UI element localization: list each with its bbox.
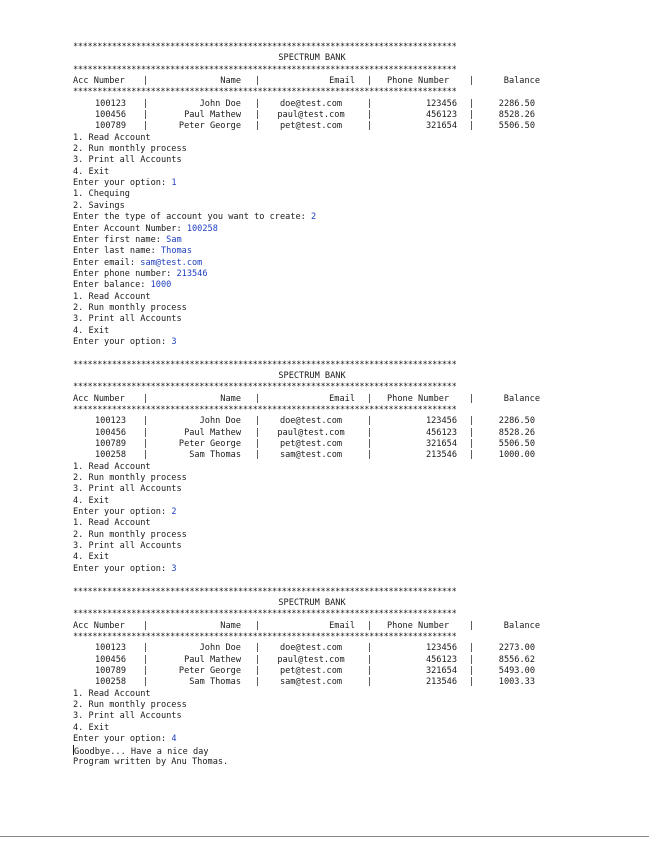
cell-email: sam@test.com bbox=[279, 450, 343, 461]
table-row bbox=[73, 655, 573, 666]
cell-email: pet@test.com bbox=[279, 439, 343, 450]
separator-line: ******************************************************************************* bbox=[73, 382, 457, 393]
menu-item: 4. Exit bbox=[73, 722, 110, 733]
header-name: Name bbox=[220, 76, 241, 87]
prompt-label: Enter your option: bbox=[73, 733, 172, 744]
cell-name: Sam Thomas bbox=[189, 677, 241, 688]
cell-phone: 123456 bbox=[425, 98, 457, 109]
menu-item: 1. Read Account bbox=[73, 461, 151, 472]
user-input: 1 bbox=[171, 178, 177, 189]
cell-name: John Doe bbox=[199, 98, 241, 109]
column-divider: | bbox=[143, 654, 149, 665]
column-divider: | bbox=[255, 110, 261, 121]
column-divider: | bbox=[367, 393, 373, 404]
cell-email: paul@test.com bbox=[277, 110, 345, 121]
column-divider: | bbox=[469, 654, 475, 665]
cell-acc-number: 100456 bbox=[95, 427, 127, 438]
column-divider: | bbox=[143, 439, 149, 450]
column-divider: | bbox=[143, 450, 149, 461]
cell-email: doe@test.com bbox=[279, 98, 343, 109]
cell-acc-number: 100456 bbox=[95, 110, 127, 121]
column-divider: | bbox=[367, 439, 373, 450]
cell-name: Paul Mathew bbox=[184, 654, 241, 665]
cell-phone: 321654 bbox=[425, 121, 457, 132]
cell-phone: 456123 bbox=[425, 654, 457, 665]
menu-item: 4. Exit bbox=[73, 166, 110, 177]
cell-acc-number: 100258 bbox=[95, 450, 127, 461]
user-input: 100258 bbox=[186, 223, 218, 234]
cell-email: paul@test.com bbox=[277, 427, 345, 438]
cell-phone: 456123 bbox=[425, 427, 457, 438]
column-divider: | bbox=[469, 620, 475, 631]
column-divider: | bbox=[255, 620, 261, 631]
cell-balance: 2286.50 bbox=[498, 416, 535, 427]
option-prompt bbox=[73, 564, 573, 575]
table-row bbox=[73, 428, 573, 439]
menu-item: 2. Run monthly process bbox=[73, 529, 187, 540]
column-divider: | bbox=[143, 416, 149, 427]
menu-item: 1. Read Account bbox=[73, 688, 151, 699]
separator-line: ******************************************************************************* bbox=[73, 42, 457, 52]
spacer bbox=[73, 348, 573, 359]
menu-item: 2. Run monthly process bbox=[73, 302, 187, 313]
goodbye-line bbox=[73, 745, 573, 756]
column-divider: | bbox=[367, 76, 373, 87]
cell-balance: 8556.62 bbox=[498, 654, 535, 665]
header-name: Name bbox=[220, 620, 241, 631]
prompt-label: Enter first name: bbox=[73, 234, 167, 245]
menu-item: 1. Read Account bbox=[73, 518, 151, 529]
column-divider: | bbox=[367, 121, 373, 132]
cell-acc-number: 100123 bbox=[95, 643, 127, 654]
menu-item: 2. Run monthly process bbox=[73, 699, 187, 710]
cell-name: Paul Mathew bbox=[184, 110, 241, 121]
user-input: 2 bbox=[311, 212, 317, 223]
separator-line: ******************************************************************************* bbox=[73, 631, 457, 642]
column-divider: | bbox=[143, 665, 149, 676]
cell-name: Peter George bbox=[178, 439, 241, 450]
column-divider: | bbox=[143, 393, 149, 404]
option-prompt bbox=[73, 734, 573, 745]
page-bottom-border bbox=[0, 836, 649, 837]
cell-acc-number: 100789 bbox=[95, 121, 127, 132]
table-row bbox=[73, 110, 573, 121]
header-acc-number: Acc Number bbox=[73, 76, 125, 87]
separator-line: ******************************************************************************* bbox=[73, 359, 457, 370]
column-divider: | bbox=[255, 76, 261, 87]
column-divider: | bbox=[469, 677, 475, 688]
column-divider: | bbox=[255, 98, 261, 109]
cell-name: Peter George bbox=[178, 121, 241, 132]
create-prompt bbox=[73, 280, 573, 291]
cell-email: pet@test.com bbox=[279, 665, 343, 676]
user-input: 1000 bbox=[150, 280, 172, 291]
column-divider: | bbox=[143, 76, 149, 87]
menu-item: 3. Print all Accounts bbox=[73, 541, 182, 552]
cell-acc-number: 100789 bbox=[95, 439, 127, 450]
cell-phone: 456123 bbox=[425, 110, 457, 121]
column-divider: | bbox=[255, 450, 261, 461]
column-divider: | bbox=[143, 677, 149, 688]
cell-balance: 5506.50 bbox=[498, 121, 535, 132]
cell-balance: 5506.50 bbox=[498, 439, 535, 450]
table-row bbox=[73, 121, 573, 132]
cell-balance: 2286.50 bbox=[498, 98, 535, 109]
cell-name: Peter George bbox=[178, 665, 241, 676]
cell-email: doe@test.com bbox=[279, 643, 343, 654]
column-divider: | bbox=[143, 121, 149, 132]
user-input: sam@test.com bbox=[140, 257, 203, 268]
column-divider: | bbox=[367, 677, 373, 688]
table-row bbox=[73, 666, 573, 677]
column-divider: | bbox=[469, 665, 475, 676]
column-divider: | bbox=[255, 654, 261, 665]
user-input: 3 bbox=[171, 336, 177, 347]
menu-item: 4. Exit bbox=[73, 495, 110, 506]
table-row bbox=[73, 643, 573, 654]
cell-email: pet@test.com bbox=[279, 121, 343, 132]
cell-phone: 321654 bbox=[425, 439, 457, 450]
report-title: SPECTRUM BANK bbox=[278, 597, 346, 608]
cell-name: Paul Mathew bbox=[184, 427, 241, 438]
header-balance: Balance bbox=[503, 393, 540, 404]
column-divider: | bbox=[469, 98, 475, 109]
column-divider: | bbox=[469, 450, 475, 461]
cell-acc-number: 100123 bbox=[95, 98, 127, 109]
prompt-label: Enter your option: bbox=[73, 507, 172, 518]
cell-phone: 213546 bbox=[425, 677, 457, 688]
column-divider: | bbox=[255, 121, 261, 132]
table-row bbox=[73, 677, 573, 688]
create-prompt bbox=[73, 212, 573, 223]
column-divider: | bbox=[255, 416, 261, 427]
column-divider: | bbox=[367, 665, 373, 676]
option-prompt bbox=[73, 507, 573, 518]
separator-line: ******************************************************************************* bbox=[73, 586, 457, 597]
cell-acc-number: 100456 bbox=[95, 654, 127, 665]
column-divider: | bbox=[469, 439, 475, 450]
header-acc-number: Acc Number bbox=[73, 393, 125, 404]
header-email: Email bbox=[329, 76, 355, 87]
account-type-option: 1. Chequing bbox=[73, 189, 130, 200]
report-title: SPECTRUM BANK bbox=[278, 53, 346, 64]
menu-item: 2. Run monthly process bbox=[73, 473, 187, 484]
table-row bbox=[73, 450, 573, 461]
menu-item: 3. Print all Accounts bbox=[73, 314, 182, 325]
column-divider: | bbox=[367, 427, 373, 438]
column-divider: | bbox=[143, 643, 149, 654]
prompt-label: Enter your option: bbox=[73, 563, 172, 574]
cell-phone: 213546 bbox=[425, 450, 457, 461]
cell-email: sam@test.com bbox=[279, 677, 343, 688]
column-divider: | bbox=[143, 98, 149, 109]
prompt-label: Enter phone number: bbox=[73, 268, 177, 279]
create-prompt bbox=[73, 269, 573, 280]
header-phone: Phone Number bbox=[387, 620, 450, 631]
separator-line: ******************************************************************************* bbox=[73, 405, 457, 415]
column-divider: | bbox=[367, 110, 373, 121]
column-divider: | bbox=[367, 643, 373, 654]
column-divider: | bbox=[255, 643, 261, 654]
separator-line: ******************************************************************************* bbox=[73, 609, 457, 620]
user-input: 213546 bbox=[176, 268, 208, 279]
column-divider: | bbox=[367, 450, 373, 461]
column-divider: | bbox=[143, 110, 149, 121]
spacer bbox=[73, 575, 573, 586]
column-divider: | bbox=[469, 121, 475, 132]
cell-email: paul@test.com bbox=[277, 654, 345, 665]
table-header bbox=[73, 394, 573, 405]
column-divider: | bbox=[255, 665, 261, 676]
cell-acc-number: 100123 bbox=[95, 416, 127, 427]
cell-email: doe@test.com bbox=[279, 416, 343, 427]
create-prompt bbox=[73, 246, 573, 257]
table-header bbox=[73, 76, 573, 87]
column-divider: | bbox=[469, 427, 475, 438]
user-input: 3 bbox=[171, 563, 177, 574]
table-row bbox=[73, 99, 573, 110]
user-input: 2 bbox=[171, 507, 177, 518]
footer-credit: Program written by Anu Thomas. bbox=[73, 756, 229, 767]
header-phone: Phone Number bbox=[387, 76, 450, 87]
goodbye-first-letter: G bbox=[74, 747, 80, 757]
column-divider: | bbox=[469, 76, 475, 87]
prompt-label: Enter balance: bbox=[73, 280, 151, 291]
menu-item: 3. Print all Accounts bbox=[73, 711, 182, 722]
cell-name: Sam Thomas bbox=[189, 450, 241, 461]
prompt-label: Enter email: bbox=[73, 257, 141, 268]
option-prompt bbox=[73, 178, 573, 189]
user-input: 4 bbox=[171, 733, 177, 744]
cell-name: John Doe bbox=[199, 643, 241, 654]
account-type-option: 2. Savings bbox=[73, 200, 125, 211]
menu-item: 3. Print all Accounts bbox=[73, 155, 182, 166]
menu-item: 4. Exit bbox=[73, 552, 110, 563]
column-divider: | bbox=[255, 439, 261, 450]
menu-item: 2. Run monthly process bbox=[73, 144, 187, 155]
header-balance: Balance bbox=[503, 620, 540, 631]
menu-item: 4. Exit bbox=[73, 325, 110, 336]
column-divider: | bbox=[367, 654, 373, 665]
column-divider: | bbox=[469, 393, 475, 404]
cell-balance: 2273.00 bbox=[498, 643, 535, 654]
separator-line: ******************************************************************************* bbox=[73, 87, 457, 98]
cell-balance: 8528.26 bbox=[498, 427, 535, 438]
prompt-label: Enter Account Number: bbox=[73, 223, 187, 234]
cell-balance: 5493.00 bbox=[498, 665, 535, 676]
prompt-label: Enter last name: bbox=[73, 246, 161, 257]
column-divider: | bbox=[255, 427, 261, 438]
prompt-label: Enter your option: bbox=[73, 336, 172, 347]
cell-balance: 1003.33 bbox=[498, 677, 535, 688]
column-divider: | bbox=[255, 393, 261, 404]
menu-item: 1. Read Account bbox=[73, 291, 151, 302]
header-name: Name bbox=[220, 393, 241, 404]
separator-line: ******************************************************************************* bbox=[73, 64, 457, 75]
cell-balance: 1000.00 bbox=[498, 450, 535, 461]
report-title: SPECTRUM BANK bbox=[278, 370, 346, 381]
column-divider: | bbox=[367, 620, 373, 631]
table-row bbox=[73, 439, 573, 450]
header-email: Email bbox=[329, 393, 355, 404]
cell-acc-number: 100258 bbox=[95, 677, 127, 688]
create-prompt bbox=[73, 258, 573, 269]
cell-acc-number: 100789 bbox=[95, 665, 127, 676]
header-acc-number: Acc Number bbox=[73, 620, 125, 631]
cell-phone: 123456 bbox=[425, 416, 457, 427]
header-phone: Phone Number bbox=[387, 393, 450, 404]
header-email: Email bbox=[329, 620, 355, 631]
prompt-label: Enter the type of account you want to create: bbox=[73, 212, 311, 223]
user-input: Sam bbox=[166, 234, 182, 245]
table-header bbox=[73, 621, 573, 632]
create-prompt bbox=[73, 224, 573, 235]
column-divider: | bbox=[143, 620, 149, 631]
menu-item: 1. Read Account bbox=[73, 132, 151, 143]
cell-phone: 123456 bbox=[425, 643, 457, 654]
header-balance: Balance bbox=[503, 76, 540, 87]
table-row bbox=[73, 416, 573, 427]
menu-item: 3. Print all Accounts bbox=[73, 484, 182, 495]
column-divider: | bbox=[367, 98, 373, 109]
cell-balance: 8528.26 bbox=[498, 110, 535, 121]
console-output bbox=[73, 42, 573, 768]
create-prompt bbox=[73, 235, 573, 246]
cell-name: John Doe bbox=[199, 416, 241, 427]
cell-phone: 321654 bbox=[425, 665, 457, 676]
column-divider: | bbox=[469, 110, 475, 121]
prompt-label: Enter your option: bbox=[73, 178, 172, 189]
column-divider: | bbox=[367, 416, 373, 427]
column-divider: | bbox=[469, 643, 475, 654]
goodbye-text: oodbye... Have a nice day bbox=[79, 747, 209, 757]
column-divider: | bbox=[469, 416, 475, 427]
option-prompt bbox=[73, 337, 573, 348]
column-divider: | bbox=[255, 677, 261, 688]
column-divider: | bbox=[143, 427, 149, 438]
user-input: Thomas bbox=[160, 246, 193, 257]
